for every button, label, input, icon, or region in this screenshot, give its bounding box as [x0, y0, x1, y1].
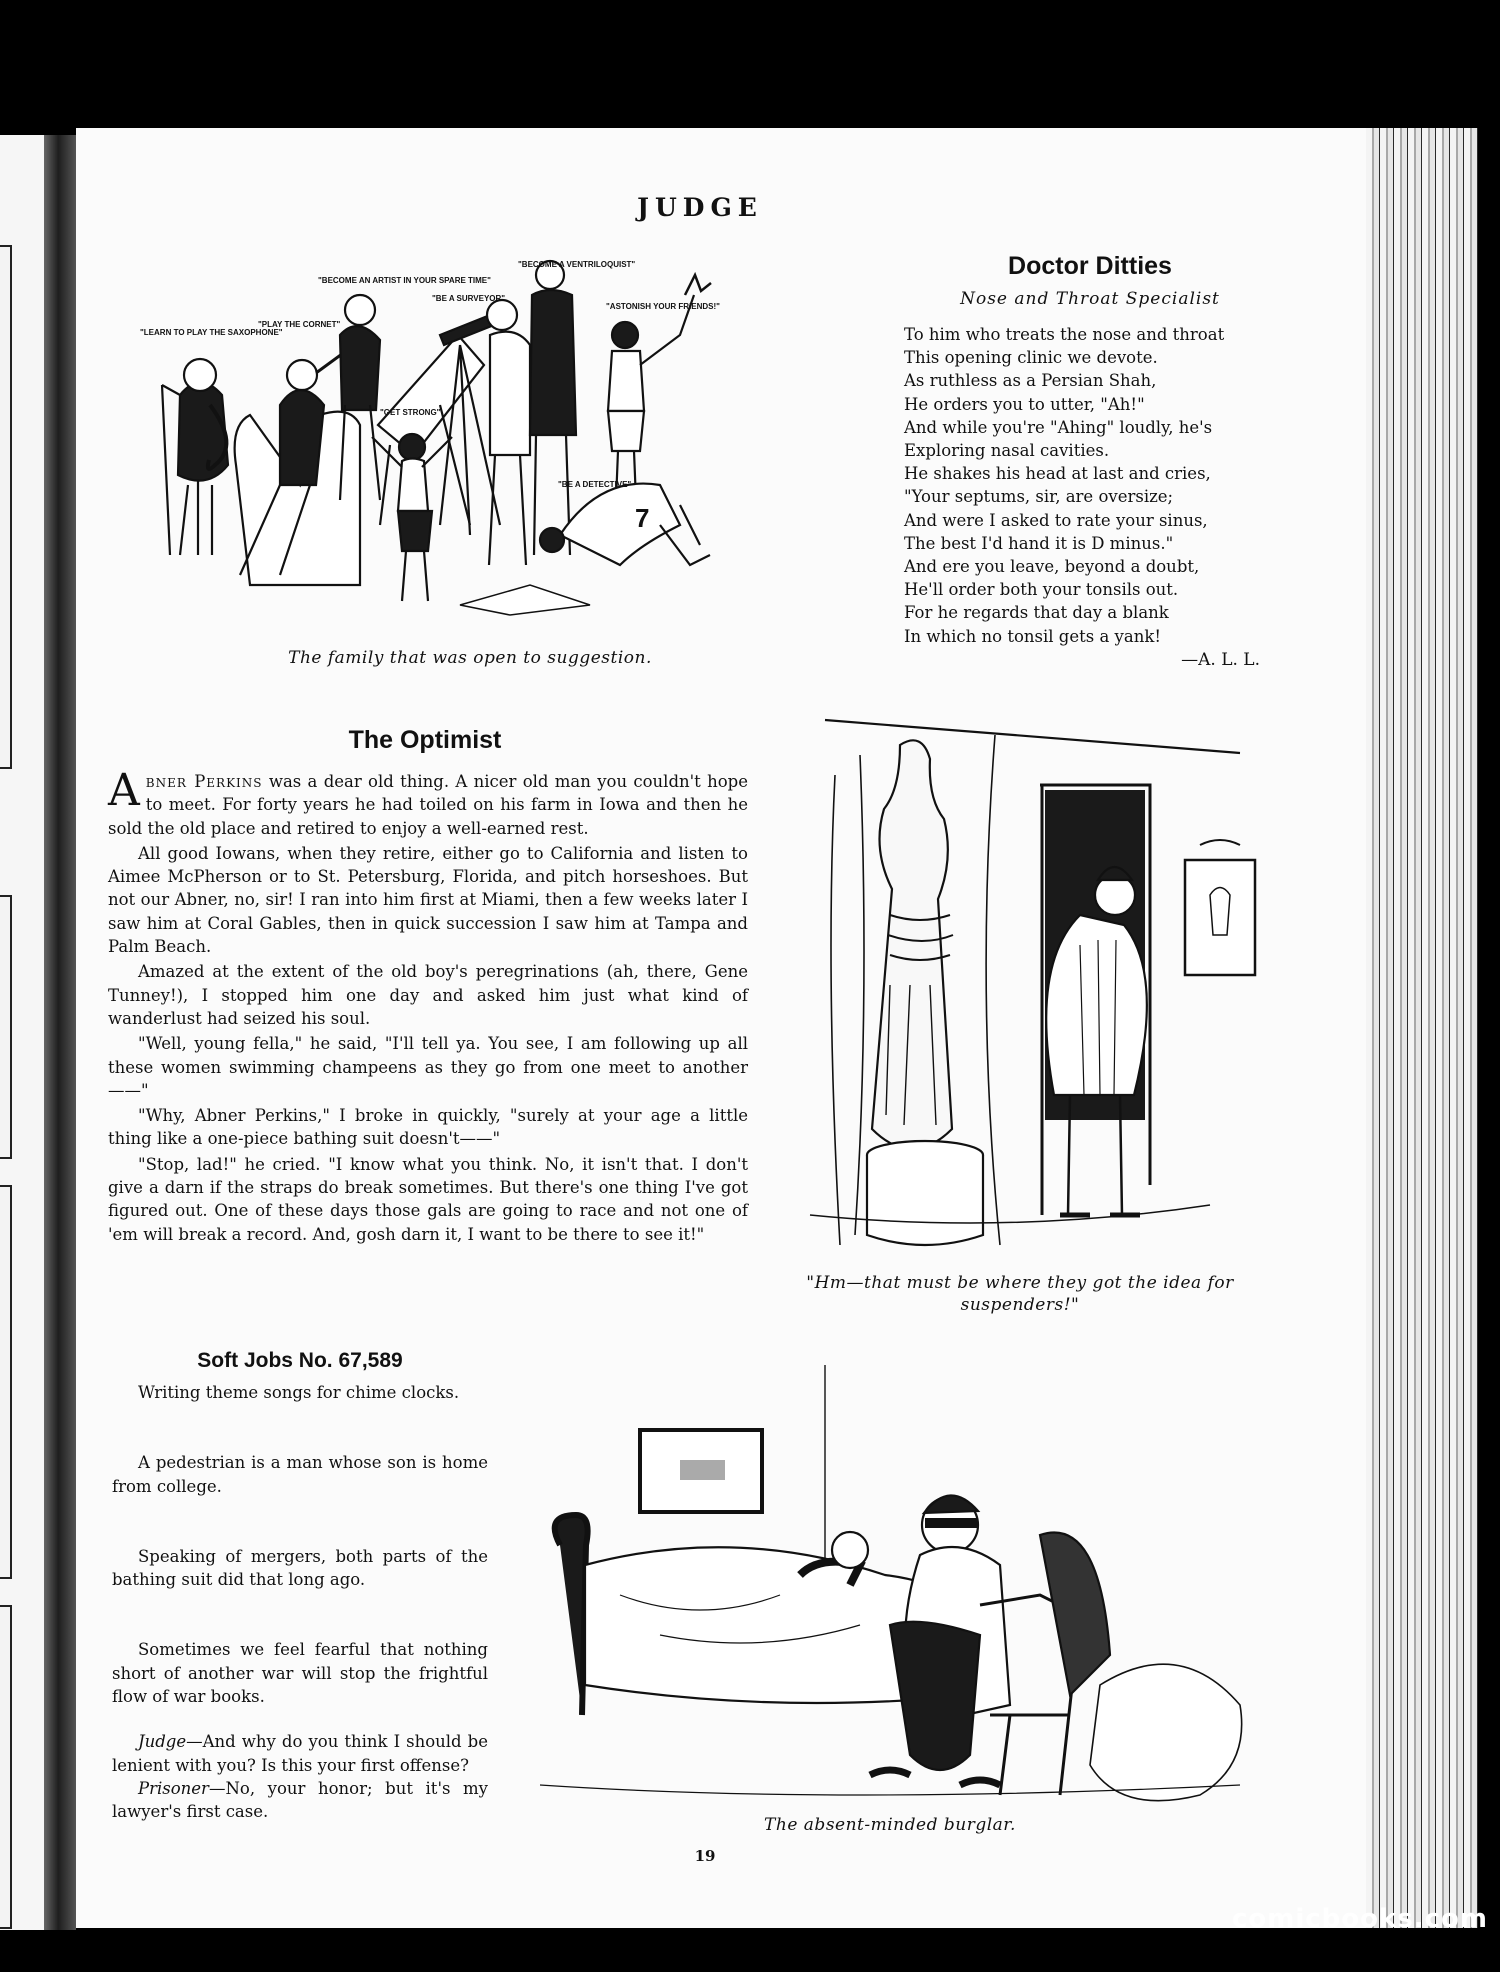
man: [1046, 915, 1147, 1095]
masthead: JUDGE: [637, 193, 763, 222]
optimist-paragraph: "Why, Abner Perkins," I broke in quickly, "surely at your age a little thing like a one-piece bathing suit doesn't——": [108, 1106, 748, 1149]
label-cornet: "PLAY THE CORNET": [258, 320, 341, 329]
paragraph-text: was a dear old thing. A nicer old man you couldn't hope to meet. For forty years he had toiled on his farm in Iowa and then he sold the old place and retired to enjoy a well-earned rest.: [108, 772, 749, 838]
book-gutter: [44, 135, 76, 1930]
joke-item: Speaking of mergers, both parts of the bathing suit did that long ago.: [112, 1546, 488, 1590]
poem-signature: —A. L. L.: [1181, 650, 1260, 670]
surveyor: [490, 332, 530, 455]
joke-item: A pedestrian is a man whose son is home from college.: [112, 1453, 488, 1496]
small-caps-name: bner Perkins: [145, 772, 263, 791]
girl: [608, 351, 644, 411]
statue-cartoon-caption: "Hm—that must be where they got the idea for suspenders!": [806, 1273, 1234, 1315]
soft-jobs-column: [112, 1381, 488, 1824]
detective: [560, 484, 680, 565]
burglar-cartoon-caption: The absent-minded burglar.: [764, 1815, 1016, 1835]
poem-line: Exploring nasal cavities.: [904, 441, 1110, 461]
poem-body: [904, 323, 1284, 648]
poem-line: This opening clinic we devote.: [904, 348, 1158, 368]
poem-line: He shakes his head at last and cries,: [904, 464, 1211, 484]
picture-frame: [1185, 860, 1255, 975]
optimist-paragraph: [108, 765, 749, 840]
label-artist: "BECOME AN ARTIST IN YOUR SPARE TIME": [318, 276, 491, 285]
lamp: [1200, 840, 1240, 845]
poem-line: The best I'd hand it is D minus.": [904, 533, 1174, 553]
statue-cartoon: [780, 715, 1260, 1260]
dialogue-line: [112, 1777, 488, 1824]
poem-line: "Your septums, sir, are oversize;: [904, 487, 1174, 507]
poem-line: For he regards that day a blank: [904, 603, 1169, 623]
floor-paper: [460, 585, 590, 615]
poem-subtitle: Nose and Throat Specialist: [960, 289, 1220, 309]
svg-text:7: 7: [635, 503, 650, 533]
page-number: 19: [694, 1847, 716, 1865]
poem-line: As ruthless as a Persian Shah,: [904, 371, 1157, 391]
speaker: Prisoner: [138, 1778, 209, 1798]
watermark: comicbooks.com: [1231, 1904, 1488, 1934]
sleeper-head: [832, 1532, 868, 1568]
statue: [872, 740, 952, 1149]
poem-title: Doctor Ditties: [1008, 252, 1172, 280]
family-cartoon-caption: The family that was open to suggestion.: [288, 648, 652, 668]
family-cartoon: [140, 255, 880, 635]
bundle: [1090, 1664, 1242, 1801]
shoes: [870, 1770, 1000, 1785]
drop-cap: A: [108, 765, 140, 816]
joke-item: Writing theme songs for chime clocks.: [138, 1383, 460, 1402]
ceiling-line: [825, 720, 1240, 753]
poem-line: To him who treats the nose and throat: [904, 325, 1225, 344]
burglar-cap: [924, 1495, 978, 1513]
label-saxophone: "LEARN TO PLAY THE SAXOPHONE": [140, 328, 283, 337]
optimist-paragraph: "Stop, lad!" he cried. "I know what you think. No, it isn't that. I don't give a darn if the straps do break sometimes. But there's one thing I've got figured out. One of these days those gals are going to race and not one of 'em will break a record. And, gosh darn it, I want to be there to see it!": [108, 1154, 748, 1244]
optimist-paragraph: "Well, young fella," he said, "I'll tell ya. You see, I am following up all these women swimming champeens as they go from one meet to another——": [108, 1034, 748, 1100]
saxophone-player: [178, 383, 228, 481]
poem-line: In which no tonsil gets a yank!: [904, 626, 1161, 646]
telescope: [440, 315, 494, 345]
cornet-player: [280, 390, 324, 485]
label-astonish: "ASTONISH YOUR FRIENDS!": [606, 302, 720, 311]
label-detective: "BE A DETECTIVE": [558, 480, 632, 489]
speaker: Judge: [138, 1732, 187, 1752]
poem-line: He orders you to utter, "Ah!": [904, 394, 1145, 414]
coat: [1040, 1533, 1110, 1696]
poem-line: And while you're "Ahing" loudly, he's: [904, 417, 1213, 437]
artist: [340, 326, 380, 410]
optimist-paragraph: Amazed at the extent of the old boy's peregrinations (ah, there, Gene Tunney!), I stopped him one day and asked him just what kind of wanderlust had seized his soul.: [108, 962, 748, 1028]
boy-head: [399, 434, 425, 460]
pedestal: [867, 1155, 983, 1245]
dialogue-text: —No, your honor; but it's my lawyer's first case.: [112, 1778, 488, 1822]
label-surveyor: "BE A SURVEYOR": [432, 294, 506, 303]
ventriloquist: [530, 290, 576, 435]
joke-item: Sometimes we feel fearful that nothing short of another war will stop the frightful flow of war books.: [112, 1640, 488, 1707]
poem-line: And ere you leave, beyond a doubt,: [904, 557, 1200, 577]
optimist-paragraph: All good Iowans, when they retire, either go to California and listen to Aimee McPherson or to St. Petersburg, Florida, and pitch horseshoes. But not our Abner, no, sir! I ran into him first at Miami, then a few weeks later I saw him at Coral Gables, then in quick succession I saw him at Tampa and Palm Beach.: [108, 843, 748, 957]
poem-line: He'll order both your tonsils out.: [904, 580, 1179, 600]
page-edges: [1366, 128, 1478, 1928]
bed-headboard: [555, 1515, 588, 1715]
optimist-title: The Optimist: [348, 726, 502, 754]
soft-jobs-title: Soft Jobs No. 67,589: [197, 1349, 403, 1372]
burglar-cartoon: [540, 1365, 1260, 1820]
poem-line: And were I asked to rate your sinus,: [904, 510, 1208, 530]
label-ventriloquist: "BECOME A VENTRILOQUIST": [518, 260, 636, 269]
bird: [685, 275, 711, 295]
label-get-strong: "GET STRONG": [380, 408, 441, 417]
optimist-article: [108, 765, 749, 1248]
dialogue-line: [112, 1730, 488, 1777]
dialogue-text: —And why do you think I should be lenient with you? Is this your first offense?: [112, 1732, 488, 1775]
